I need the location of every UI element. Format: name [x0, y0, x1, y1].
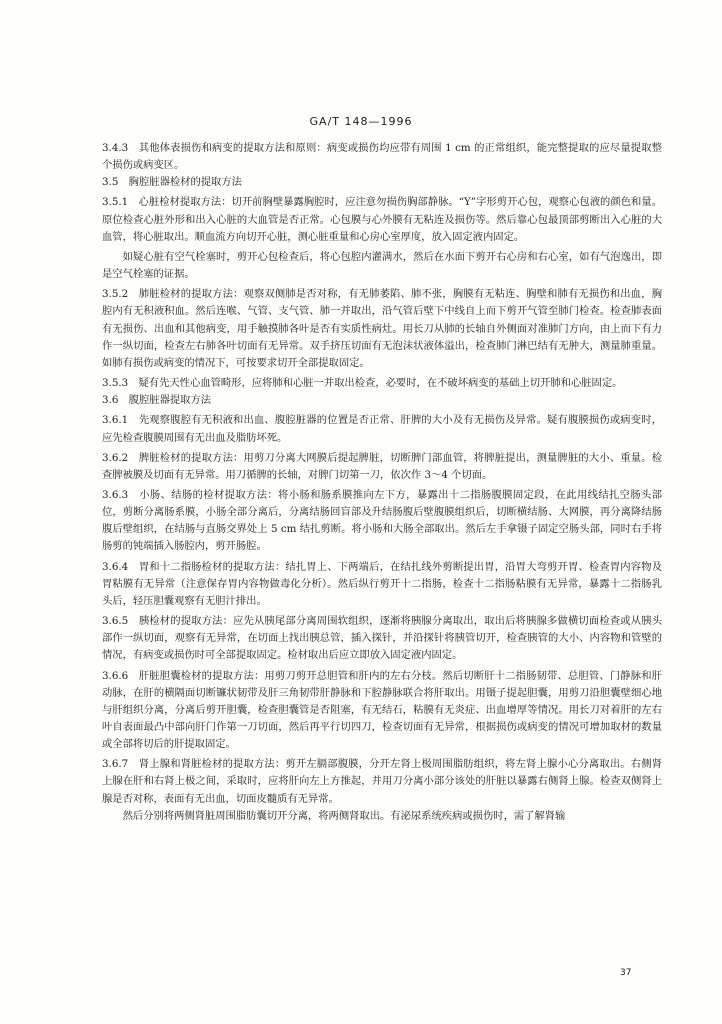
paragraph-3-4-3: 3.4.3 其他体表损伤和病变的提取方法和原则：病变或损伤均应带有周围 1 cm 的正常组织，能完整提取的应尽量提取整个损伤或病变区。 — [102, 142, 662, 172]
paragraph-3-5-2: 3.5.2 肺脏检材的提取方法：观察双侧肺是否对称，有无肺萎陷、肺不张，胸膜有无粘连、胸壁和肺有无损伤和出血，胸腔内有无积液积血。然后连喉、气管、支气管、肺一并取出，沿气管后壁下中线自上而下剪开气管至肺门检查。检查肺表面有无损伤、出血和其他病变，用手触摸肺各叶是否有实质性病灶。用长刀从肺的长轴自外侧面对准肺门方向，由上而下有力作一纵切面，检查左右肺各叶切面有无异常。双手挤压切面有无泡沫状液体溢出，检查肺门淋巴结有无肿大，测量肺重量。如肺有损伤或病变的情况下，可按要求切开全部提取固定。 — [102, 288, 662, 369]
document-body — [102, 140, 662, 825]
paragraph-3-6-2: 3.6.2 脾脏检材的提取方法：用剪刀分离大网膜后提起脾脏，切断脾门部血管，将脾脏提出，测量脾脏的大小、重量。检查脾被膜及切面有无异常。用刀循脾的长轴，对脾门切第一刀，依次作 3～4 个切面。 — [102, 451, 662, 481]
standard-code-header: GA/T 148—1996 — [309, 115, 413, 128]
paragraph-3-6-3: 3.6.3 小肠、结肠的检材提取方法：将小肠和肠系膜推向左下方，暴露出十二指肠腹膜固定段，在此用线结扎空肠头部位，剪断分离肠系膜，小肠全部分离后，分离结肠回盲部及升结肠腹后壁腹膜组织后，切断横结肠、大网膜，再分离降结肠腹后壁组织，在结肠与直肠交界处上 5 cm 结扎剪断。将小肠和大肠全部取出。然后左手拿镊子固定空肠头部，同时右手将肠剪的钝端插入肠腔内，剪开肠腔。 — [102, 488, 662, 553]
paragraph-3-5-3: 3.5.3 疑有先天性心血管畸形，应将肺和心脏一并取出检查，必要时，在不破坏病变的基础上切开肺和心脏固定。 — [102, 377, 623, 390]
heading-3-5: 3.5 胸腔脏器检材的提取方法 — [102, 176, 242, 189]
paragraph-3-5-1: 3.5.1 心脏检材提取方法：切开前胸壁暴露胸腔时，应注意勿损伤胸部静脉。“Y”字形剪开心包，观察心包液的颜色和量。原位检查心脏外形和出入心脏的大血管是否正常。心包膜与心外膜有无粘连及损伤等。然后靠心包最顶部剪断出入心脏的大血管，将心脏取出。顺血流方向切开心脏，测心脏重量和心房心室厚度，放入固定液内固定。 — [102, 196, 662, 243]
paragraph-air-embolism: 如疑心脏有空气栓塞时，剪开心包检查后，将心包腔内灌满水，然后在水面下剪开右心房和右心室，如有气泡逸出，即是空气栓塞的证据。 — [102, 250, 662, 281]
paragraph-3-6-4: 3.6.4 胃和十二指肠检材的提取方法：结扎胃上、下两端后，在结扎线外剪断提出胃，沿胃大弯剪开胃、检查胃内容物及胃粘膜有无异常（注意保存胃内容物做毒化分析）。然后纵行剪开十二指肠，检查十二指肠粘膜有无异常，暴露十二指肠乳头后，轻压胆囊观察有无胆汁排出。 — [102, 560, 662, 607]
paragraph-3-6-6: 3.6.6 肝脏胆囊检材的提取方法：用剪刀剪开总胆管和肝内的左右分枝。然后切断肝十二指肠韧带、总胆管、门静脉和肝动脉，在肝的横隔面切断镰状韧带及肝三角韧带肝静脉和下腔静脉联合将肝取出。用镊子提起胆囊，用剪刀沿胆囊壁细心地与肝组织分离，分离后剪开胆囊，检查胆囊管是否阻塞，有无结石，粘膜有无炎症、出血增厚等情况。用长刀对着肝的左右叶自表面最凸中部向肝门作第一刀切面，然后再平行切四刀，检查切面有无异常，根据损伤或病变的情况可增加取材的数量或全部将切后的肝提取固定。 — [102, 669, 662, 751]
paragraph-3-6-1: 3.6.1 先观察腹腔有无积液和出血、腹腔脏器的位置是否正常、肝脾的大小及有无损伤及异常。疑有腹膜损伤或病变时，应先检查腹膜周围有无出血及脂肪坏死。 — [102, 414, 662, 444]
paragraph-3-6-7: 3.6.7 肾上腺和肾脏检材的提取方法：剪开左膈部腹膜，分开左肾上极周围脂肪组织，将左肾上腺小心分离取出。右侧肾上腺在肝和右肾上极之间，采取时，应将肝向左上方推起，并用刀分离小部分该处的肝脏以暴露右侧肾上腺。检查双侧肾上腺是否对称，表面有无出血，切面皮髓质有无异常。 — [102, 758, 662, 805]
paragraph-kidney-continued: 然后分别将两侧肾脏周围脂肪囊切开分离，将两侧肾取出。有泌尿系统疾病或损伤时，需了解肾输 — [122, 809, 566, 822]
page-number: 37 — [620, 968, 632, 978]
paragraph-3-6-5: 3.6.5 胰检材的提取方法：应先从胰尾部分离周围软组织，逐渐将胰腺分离取出，取出后将胰腺多做横切面检查或从胰头部作一纵切面，观察有无异常，在切面上找出胰总管，插入探针，并沿探针将胰管切开，检查胰管的大小、内容物和管壁的情况，有病变或损伤时可全部提取固定。检材取出后应立即放入固定液内固定。 — [102, 615, 662, 662]
heading-3-6: 3.6 腹腔脏器提取方法 — [102, 394, 212, 407]
